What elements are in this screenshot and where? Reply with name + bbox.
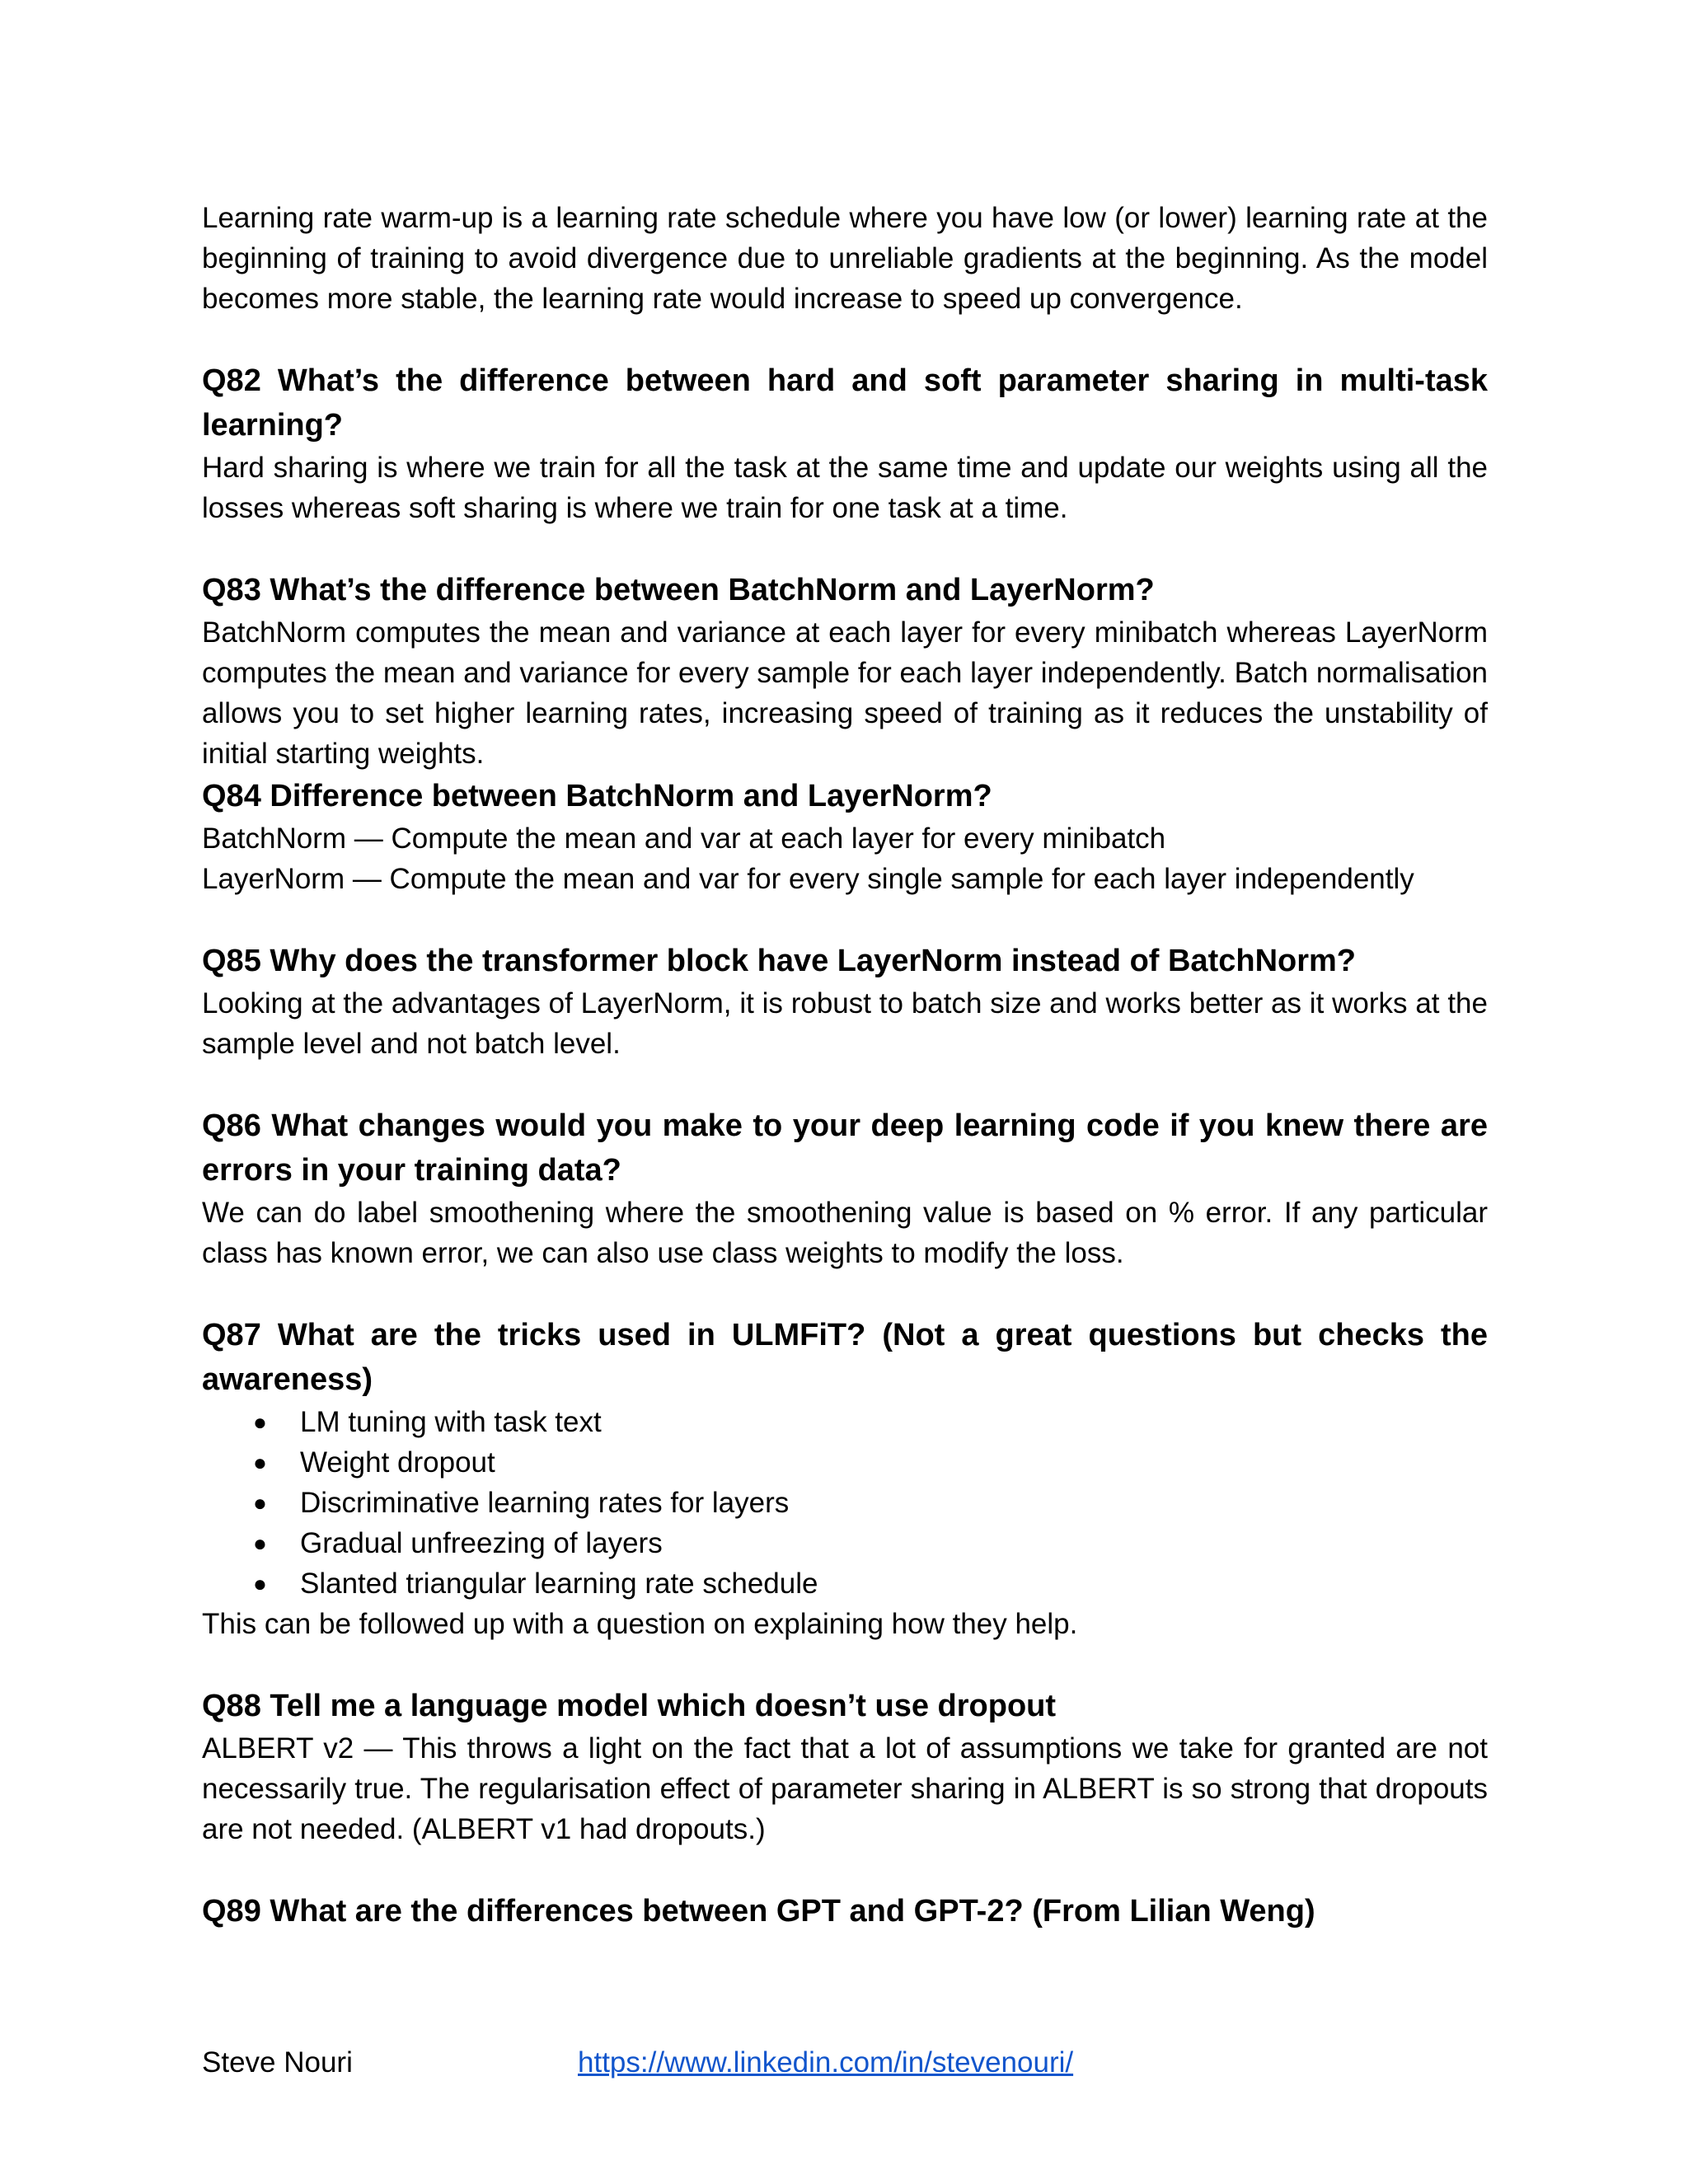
bullet-icon: ● (253, 1409, 267, 1435)
answer-q84-line-2: LayerNorm — Compute the mean and var for every single sample for each layer independently (202, 863, 1414, 895)
list-item: ● Discriminative learning rates for layers (202, 1483, 1488, 1523)
footer-author: Steve Nouri (202, 2046, 353, 2079)
linkedin-link[interactable]: https://www.linkedin.com/in/stevenouri/ (578, 2046, 1074, 2079)
list-item: ● Gradual unfreezing of layers (202, 1523, 1488, 1563)
question-heading-q83: Q83 What’s the difference between BatchNorm and LayerNorm? (202, 573, 1155, 607)
intro-paragraph: Learning rate warm-up is a learning rate schedule where you have low (or lower) learning rate at the beginning of training to avoid divergence due to unreliable gradients at the beginning. As the model becomes more stable, the learning rate would increase to speed up convergence. (202, 202, 1488, 315)
question-heading-q89: Q89 What are the differences between GPT and GPT-2? (From Lilian Weng) (202, 1894, 1315, 1929)
list-item: ● LM tuning with task text (202, 1402, 1488, 1442)
question-heading-q88: Q88 Tell me a language model which doesn’t use dropout (202, 1689, 1057, 1723)
question-heading-q86: Q86 What changes would you make to your deep learning code if you knew there are errors in your training data? (202, 1108, 1488, 1188)
answer-q82: Hard sharing is where we train for all the task at the same time and update our weights using all the losses whereas soft sharing is where we train for one task at a time. (202, 452, 1488, 524)
list-item: ● Slanted triangular learning rate schedule (202, 1563, 1488, 1604)
question-heading-q82: Q82 What’s the difference between hard and soft parameter sharing in multi-task learning? (202, 363, 1488, 443)
bullet-icon: ● (253, 1571, 267, 1596)
question-heading-q87: Q87 What are the tricks used in ULMFiT? (Not a great questions but checks the awareness) (202, 1318, 1488, 1397)
answer-q85: Looking at the advantages of LayerNorm, it is robust to batch size and works better as it works at the sample level and not batch level. (202, 987, 1488, 1060)
bullet-icon: ● (253, 1530, 267, 1556)
question-heading-q84: Q84 Difference between BatchNorm and LayerNorm? (202, 779, 992, 813)
ulmfit-tricks-list (202, 1402, 1488, 1604)
question-heading-q85: Q85 Why does the transformer block have LayerNorm instead of BatchNorm? (202, 944, 1357, 978)
page-content (202, 198, 1488, 1933)
followup-q87: This can be followed up with a question on explaining how they help. (202, 1608, 1078, 1640)
answer-q83: BatchNorm computes the mean and variance at each layer for every minibatch whereas LayerNorm computes the mean and variance for every sample for each layer independently. Batch normalisation allows you to set higher learning rates, increasing speed of training as it reduces the unstability of initial starting weights. (202, 616, 1488, 770)
answer-q84-line-1: BatchNorm — Compute the mean and var at each layer for every minibatch (202, 823, 1166, 855)
answer-q86: We can do label smoothening where the smoothening value is based on % error. If any particular class has known error, we can also use class weights to modify the loss. (202, 1197, 1488, 1269)
answer-q88: ALBERT v2 — This throws a light on the fact that a lot of assumptions we take for granted are not necessarily true. The regularisation effect of parameter sharing in ALBERT is so strong that dropouts are not needed. (ALBERT v1 had dropouts.) (202, 1732, 1488, 1845)
bullet-icon: ● (253, 1450, 267, 1475)
list-item: ● Weight dropout (202, 1442, 1488, 1483)
bullet-icon: ● (253, 1490, 267, 1516)
